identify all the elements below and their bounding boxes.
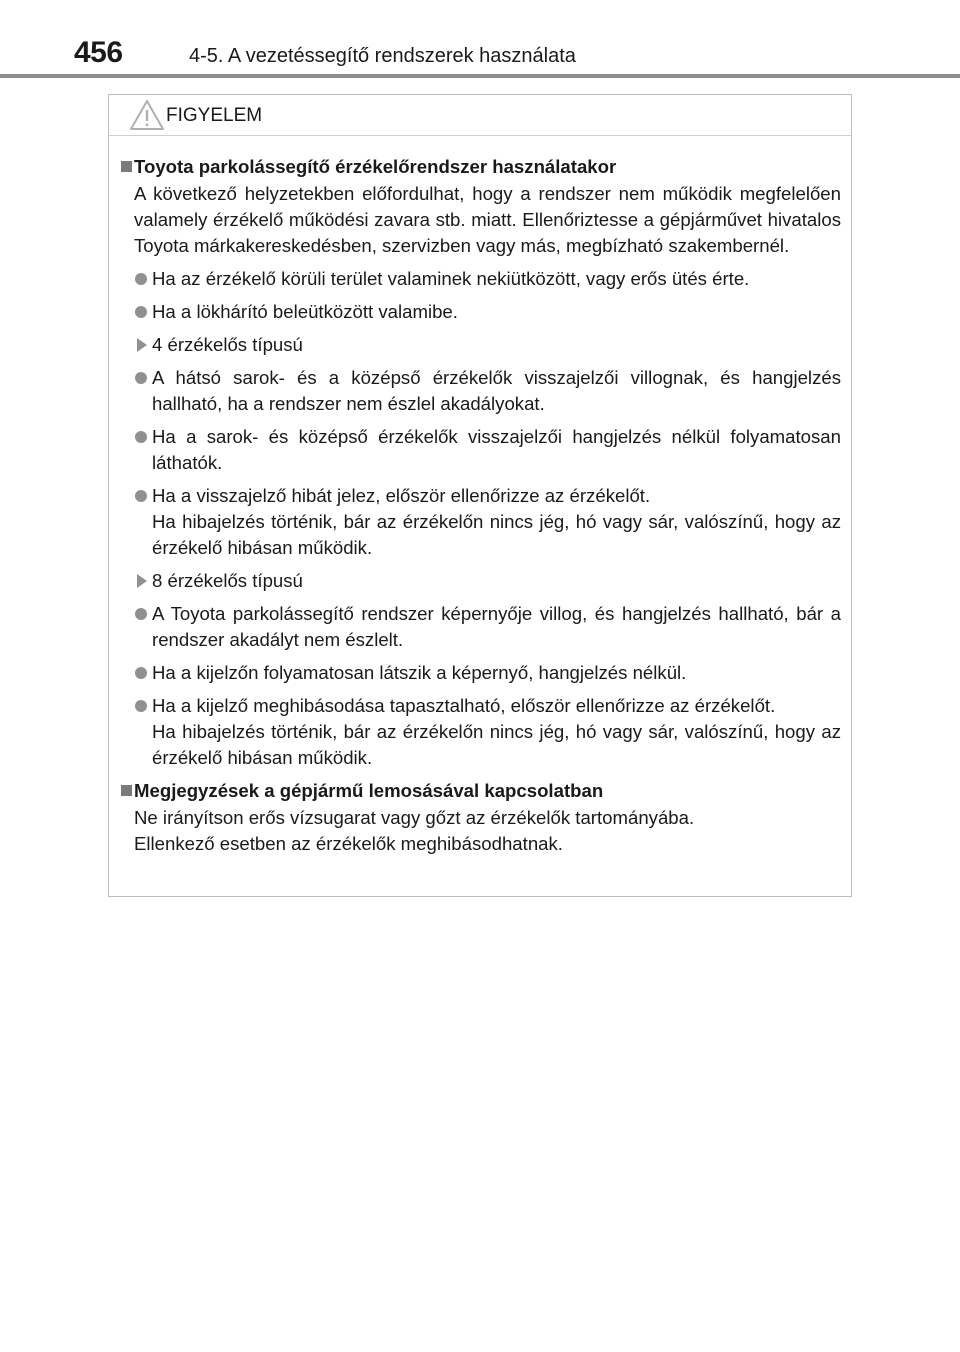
list-item-text: Ha az érzékelő körüli terület valaminek nekiütközött, vagy erős ütés érte. (152, 268, 750, 289)
warning-triangle-icon (129, 99, 165, 131)
list-item-text: Ha a kijelző meghibásodása tapasztalható, először ellenőrizze az érzékelőt. (152, 695, 776, 716)
round-bullet-icon (135, 490, 147, 502)
paragraph-line: Ellenkező esetben az érzékelők meghibásodhatnak. (134, 833, 563, 854)
triangle-bullet-icon (137, 574, 147, 588)
list-item-text: Ha hibajelzés történik, bár az érzékelőn nincs jég, hó vagy sár, valószínű, hogy az érzékelő hibásan működik. (152, 721, 841, 768)
warning-body (109, 136, 851, 857)
round-bullet-icon (135, 667, 147, 679)
round-bullet-icon (135, 372, 147, 384)
list-item (121, 266, 841, 292)
subsection-label (121, 568, 841, 594)
square-bullet-icon (121, 161, 132, 172)
subsection-label (121, 332, 841, 358)
paragraph-line: Ne irányítson erős vízsugarat vagy gőzt az érzékelők tartományába. (134, 807, 695, 828)
wash-paragraph (121, 805, 841, 857)
warning-title: FIGYELEM (166, 105, 263, 126)
header-divider (0, 74, 960, 78)
page-number: 456 (74, 36, 123, 69)
list-item (121, 424, 841, 476)
list-item (121, 483, 841, 561)
subsection-label-text: 8 érzékelős típusú (152, 570, 303, 591)
round-bullet-icon (135, 431, 147, 443)
round-bullet-icon (135, 306, 147, 318)
round-bullet-icon (135, 700, 147, 712)
list-item-text: Ha hibajelzés történik, bár az érzékelőn nincs jég, hó vagy sár, valószínű, hogy az érzékelő hibásan működik. (152, 511, 841, 558)
round-bullet-icon (135, 273, 147, 285)
warning-header (109, 95, 851, 136)
warning-box (108, 94, 852, 897)
list-item-text: A hátsó sarok- és a középső érzékelők visszajelzői villognak, és hangjelzés hallható, ha a rendszer nem észlel akadályokat. (152, 367, 841, 414)
list-item (121, 601, 841, 653)
triangle-bullet-icon (137, 338, 147, 352)
subsection-label-text: 4 érzékelős típusú (152, 334, 303, 355)
list-item-text: Ha a sarok- és középső érzékelők visszajelzői hangjelzés nélkül folyamatosan láthatók. (152, 426, 841, 473)
section-heading (121, 778, 841, 804)
list-item-text: Ha a lökhárító beleütközött valamibe. (152, 301, 458, 322)
page-header (0, 0, 960, 80)
list-item (121, 299, 841, 325)
intro-paragraph: A következő helyzetekben előfordulhat, hogy a rendszer nem működik megfelelően valamely érzékelő működési zavara stb. miatt. Ellenőriztesse a gépjárművet hivatalos Toyota márkakereskedésben, szervizben vagy más, megbízható szakembernél. (134, 183, 841, 256)
section-title: 4-5. A vezetéssegítő rendszerek használata (189, 45, 576, 67)
list-item-text: Ha a visszajelző hibát jelez, először ellenőrizze az érzékelőt. (152, 485, 651, 506)
section-heading (121, 154, 841, 180)
list-item-text: Ha a kijelzőn folyamatosan látszik a képernyő, hangjelzés nélkül. (152, 662, 687, 683)
list-item (121, 365, 841, 417)
square-bullet-icon (121, 785, 132, 796)
heading-text: Toyota parkolássegítő érzékelőrendszer használatakor (134, 156, 617, 177)
list-item (121, 693, 841, 771)
list-item (121, 660, 841, 686)
round-bullet-icon (135, 608, 147, 620)
heading-text: Megjegyzések a gépjármű lemosásával kapcsolatban (134, 780, 604, 801)
list-item-text: A Toyota parkolássegítő rendszer képernyője villog, és hangjelzés hallható, bár a rendszer akadályt nem észlelt. (152, 603, 841, 650)
